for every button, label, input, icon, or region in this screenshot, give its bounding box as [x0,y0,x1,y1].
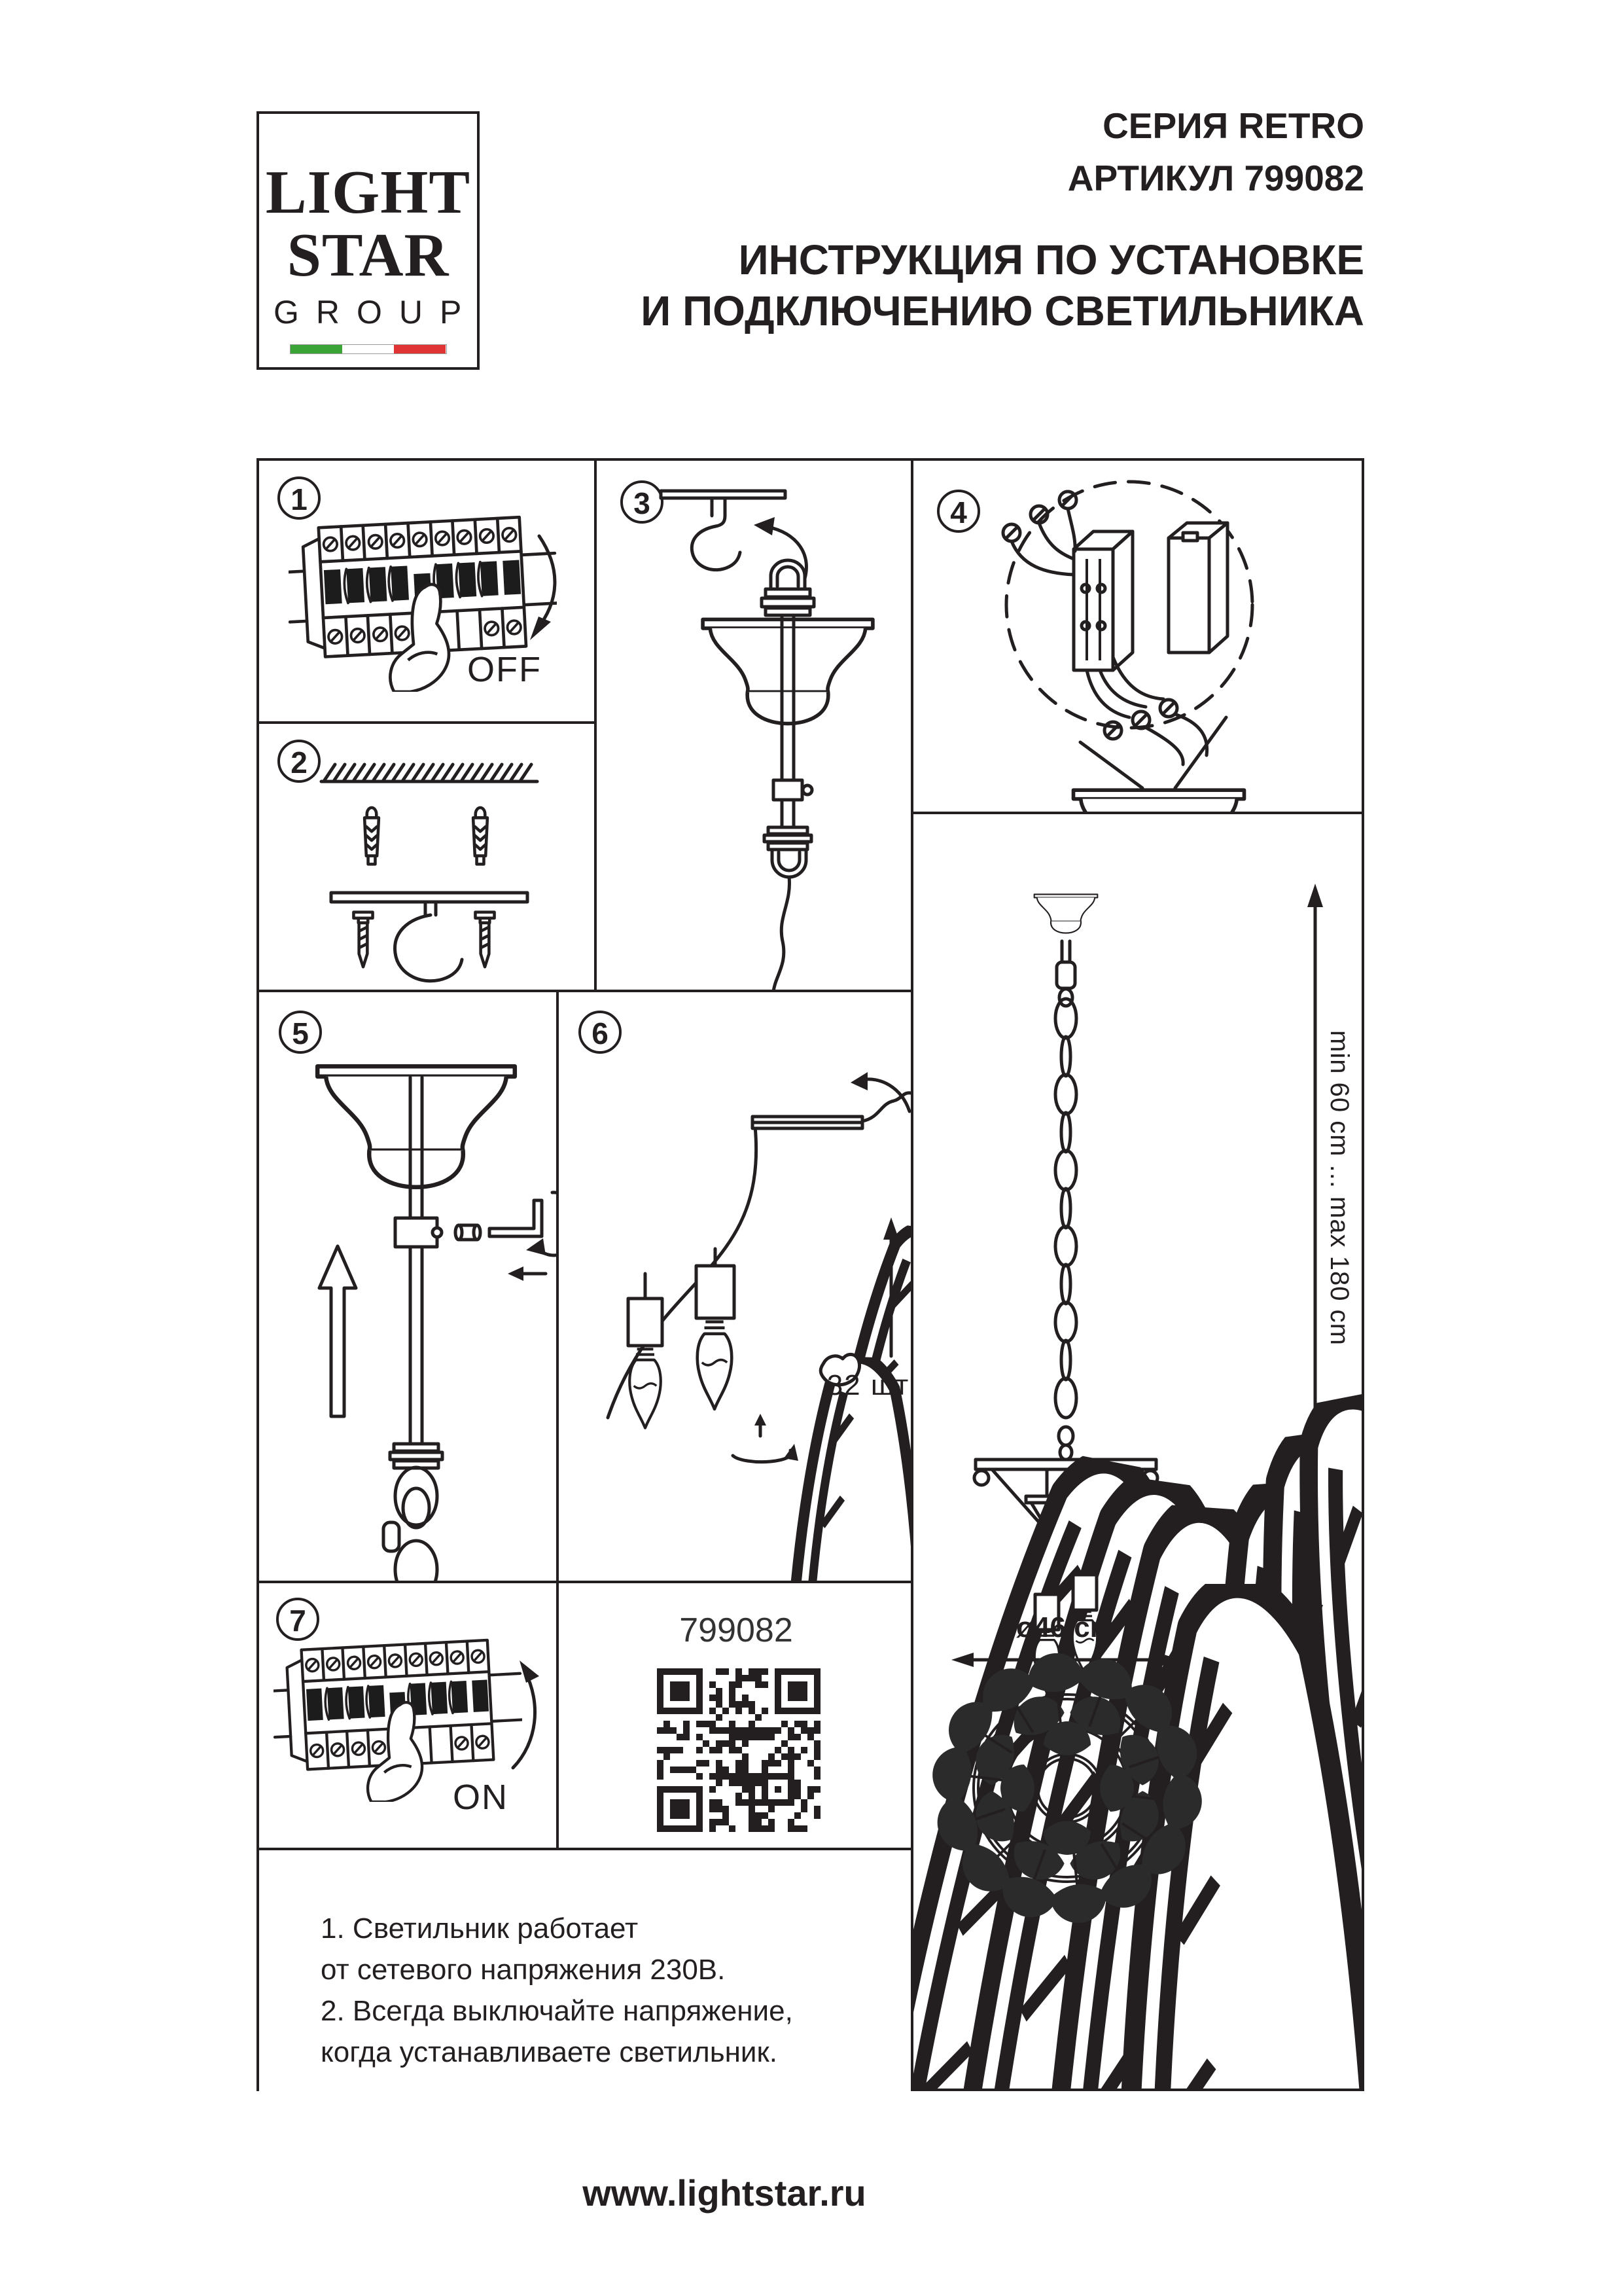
on-label: ON [453,1778,508,1817]
canopy-hook-illustration [597,461,911,990]
italy-flag-icon [290,344,447,354]
wall-anchor-icon [364,808,379,864]
panel-step-7 [256,1581,556,1848]
panel-chandelier [911,812,1364,2091]
note-line: 1. Светильник работает [321,1912,639,1945]
brand-line-1: LIGHT [265,158,471,226]
panel-step-4 [911,458,1364,812]
step-number-badge: 1 [277,476,321,520]
panel-qr [556,1581,911,1848]
circuit-breaker-on-illustration [259,1583,556,1848]
wall-anchor-icon [473,808,487,864]
qr-code [657,1668,821,1832]
chain-icon [1055,999,1076,1418]
circuit-breaker-off-illustration [259,461,594,721]
page-title-line2: И ПОДКЛЮЧЕНИЮ СВЕТИЛЬНИКА [641,287,1364,334]
petal-install-illustration [559,992,911,1581]
panel-step-5 [256,990,556,1581]
bulb-icon [697,1322,732,1409]
header [641,99,1364,336]
safety-notes [321,1908,793,2073]
step-number-badge: 3 [620,480,663,524]
article-number-label: 799082 [679,1611,793,1649]
height-dimension-label: min 60 cm ... max 180 cm [1325,1030,1354,1346]
canopy-rod-illustration [259,992,556,1581]
ceiling-mount-illustration [259,724,594,990]
diameter-dimension-label: ø46 cm [1016,1611,1116,1643]
step-number-badge: 7 [276,1598,319,1641]
article-label: АРТИКУЛ 799082 [1067,158,1364,198]
petal-count-label: 32 шт [826,1369,910,1401]
step-number-badge: 2 [277,740,321,783]
step-number-badge: 4 [937,490,980,533]
series-label: СЕРИЯ RETRO [1103,105,1364,146]
flag-stripe-white [342,345,394,353]
footer-url: www.lightstar.ru [582,2172,866,2214]
note-line: когда устанавливаете светильник. [321,2036,777,2068]
note-line: от сетевого напряжения 230В. [321,1954,726,1986]
panel-step-3 [594,458,911,990]
screw-icon [475,912,494,967]
off-label: OFF [467,650,542,689]
panel-step-1 [256,458,594,721]
panel-step-2 [256,721,594,990]
terminal-wiring-illustration [913,461,1364,812]
brand-line-3: GROUP [274,294,479,331]
page-title-line1: ИНСТРУКЦИЯ ПО УСТАНОВКЕ [738,236,1364,283]
brand-line-2: STAR [287,221,450,289]
chandelier-side-view [913,814,1364,2091]
step-number-badge: 6 [578,1011,622,1054]
step-number-badge: 5 [279,1011,322,1054]
panel-notes [256,1848,911,2091]
screw-icon [353,912,372,967]
flag-stripe-green [291,345,342,353]
panel-step-6 [556,990,911,1581]
flag-stripe-red [394,345,446,353]
brand-logo [256,111,480,370]
bulb-icon [629,1349,661,1427]
note-line: 2. Всегда выключайте напряжение, [321,1995,793,2027]
